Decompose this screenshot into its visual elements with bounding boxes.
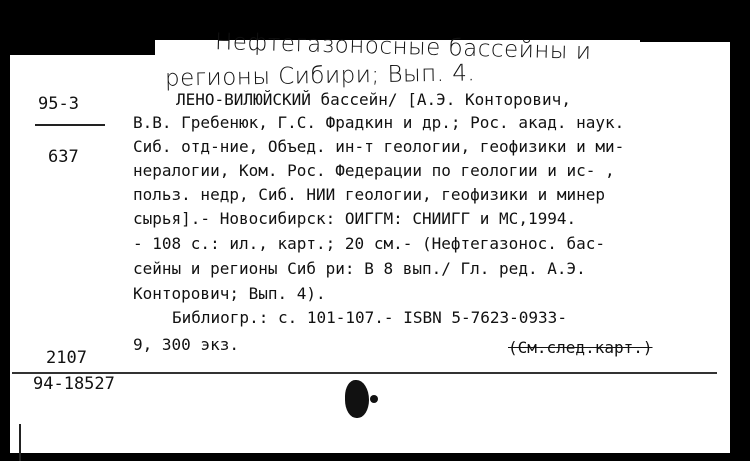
scan-border-notch bbox=[0, 30, 155, 55]
card-text-line: польз. недр, Сиб. НИИ геологии, геофизики и минер bbox=[133, 185, 606, 204]
handwritten-series-line-2: регионы Сибири; Вып. 4. bbox=[164, 60, 476, 92]
card-text-line: Конторович; Вып. 4). bbox=[133, 284, 326, 303]
accession-number: 94-18527 bbox=[33, 374, 115, 394]
card-text-line: нералогии, Ком. Рос. Федерации по геологии и ис- , bbox=[133, 161, 615, 180]
card-text-line: 9, 300 экз. bbox=[133, 335, 239, 354]
card-text-line: сырья].- Новосибирск: ОИГГМ: СНИИГГ и МС,1994. bbox=[133, 209, 577, 228]
card-text-line: - 108 с.: ил., карт.; 20 см.- (Нефтегазонос. бас- bbox=[133, 234, 606, 253]
card-text-line: Библиогр.: с. 101-107.- ISBN 5-7623-0933- bbox=[172, 308, 567, 327]
ink-spot bbox=[370, 395, 378, 403]
card-text-line: В.В. Гребенюк, Г.С. Фрадкин и др.; Рос. акад. наук. bbox=[133, 113, 625, 132]
handwritten-series-line-1: Нефтегазоносные бассейны и bbox=[214, 29, 592, 65]
card-text-line: сейны и регионы Сиб ри: В 8 вып./ Гл. ред. А.Э. bbox=[133, 259, 586, 278]
card-text-line: Сиб. отд-ние, Объед. ин-т геологии, геофизики и ми- bbox=[133, 137, 625, 156]
card-edge-mark bbox=[19, 424, 21, 461]
card-text-line: ЛЕНО-ВИЛЮЙСКИЙ бассейн/ [А.Э. Конторович, bbox=[176, 90, 571, 109]
card-rule bbox=[12, 372, 717, 374]
call-number-middle: 637 bbox=[48, 147, 79, 167]
scan-border-left bbox=[0, 0, 10, 461]
call-number-top: 95-3 bbox=[38, 94, 79, 114]
scan-border-right bbox=[730, 0, 750, 461]
call-number-lower: 2107 bbox=[46, 348, 87, 368]
see-next-card-note: (См.след.карт.) bbox=[508, 338, 653, 357]
call-number-divider bbox=[35, 124, 105, 126]
scan-border-bottom bbox=[0, 453, 750, 461]
punch-hole bbox=[345, 380, 369, 418]
